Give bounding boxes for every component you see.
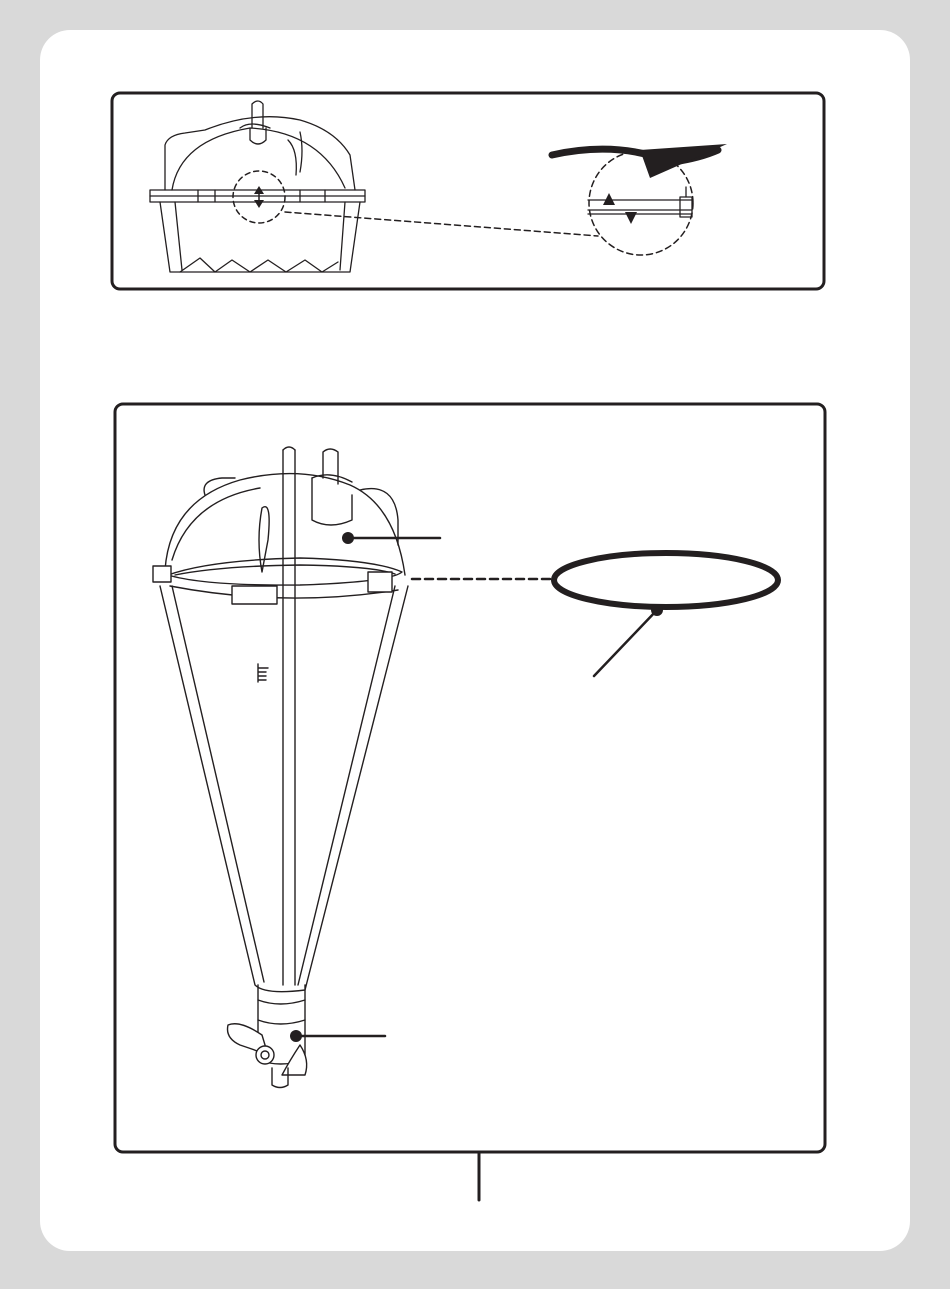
top-panel-frame xyxy=(112,93,824,289)
bottom-panel-frame xyxy=(115,404,825,1152)
callout-valve xyxy=(290,1030,385,1042)
lock-arrows-icon xyxy=(603,193,637,224)
top-cover-illustration xyxy=(150,101,365,272)
callout-gasket xyxy=(594,604,663,676)
dashed-leader-line xyxy=(285,212,598,236)
callout-cover xyxy=(342,532,440,544)
gasket-ring xyxy=(554,553,778,607)
conical-strainer xyxy=(160,586,408,992)
lock-detail-parts xyxy=(588,187,692,217)
rotation-arrow-icon xyxy=(552,144,727,178)
torn-edge xyxy=(180,258,338,272)
